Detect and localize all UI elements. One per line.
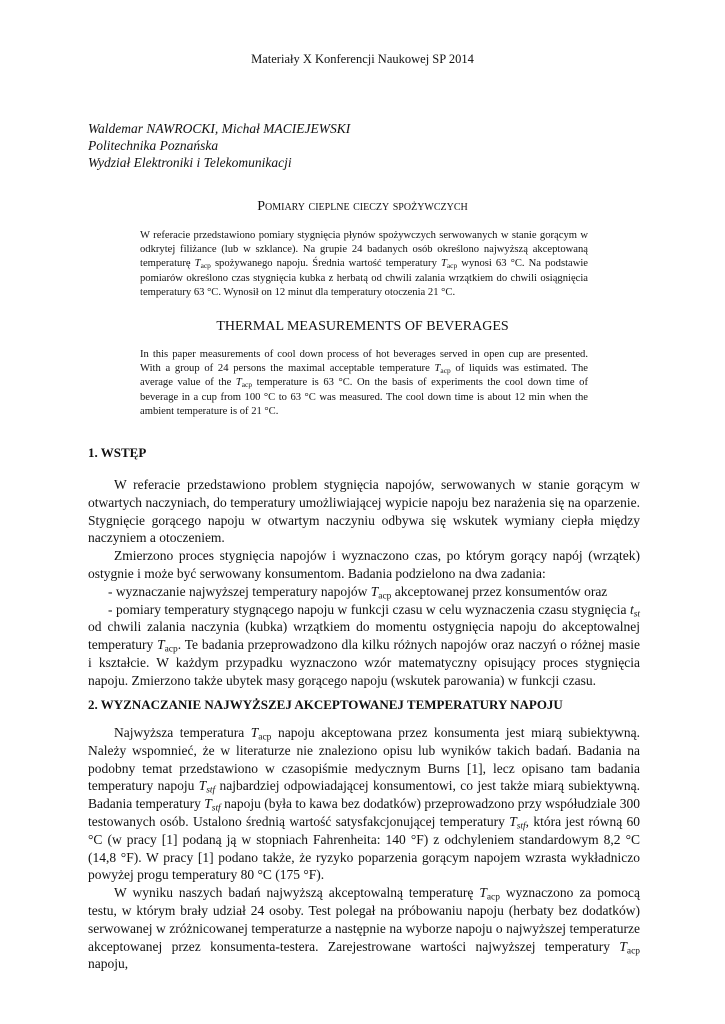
section-2-body <box>88 722 640 973</box>
running-head: Materiały X Konferencji Naukowej SP 2014 <box>251 52 474 66</box>
paragraph: W wyniku naszych badań najwyższą akceptowalną temperaturę $T_{acp}$ wyznaczono za pomocą testu, w którym brały udział 24 osoby. Test polegał na próbowaniu napoju (herbaty bez dodatków) serwowanej w zróżnicowanej temperaturze a następnie na wyborze napoju o najwyższej temperaturze akceptowanej przez konsumenta-testera. Zarejestrowane wartości najwyższej temperatury $T_{acp}$ napoju, <box>88 885 640 972</box>
abstract-polish: W referacie przedstawiono pomiary stygnięcia płynów spożywczych serwowanych w stanie gorącym w odkrytej filiżance (lub w szklance). Na grupie 24 badanych osób określono najwyższą akceptowaną temperaturę $T_{acp}$ spożywanego napoju. Średnia wartość temperatury $T_{acp}$ wynosi 63 °C. Na podstawie pomiarów określono czas stygnięcia kubka z herbatą od chwili zalania wrzątkiem do chwili osiągnięcia temperatury 63 °C. Wynosił on 12 minut dla temperatury otoczenia 21 °C. <box>140 230 589 298</box>
paper-title-polish: Pomiary cieplne cieczy spożywczych <box>257 199 468 214</box>
section-heading-2: 2. WYZNACZANIE NAJWYŻSZEJ AKCEPTOWANEJ TEMPERATURY NAPOJU <box>88 697 563 712</box>
paper-title-english: THERMAL MEASUREMENTS OF BEVERAGES <box>216 319 509 334</box>
author-names: Waldemar NAWROCKI, Michał MACIEJEWSKI <box>88 121 351 136</box>
abstract-english: In this paper measurements of cool down process of hot beverages served in open cup are presented. With a group of 24 persons the maximal acceptable temperature $T_{acp}$ of liquids was estimated. The average value of the $T_{acp}$ temperature is 63 °C. On the basis of experiments the cool down time of beverage in a cup from 100 °C to 63 °C was measured. The cool down time is about 12 min when the ambient temperature is of 21 °C. <box>140 349 588 417</box>
author-university: Politechnika Poznańska <box>88 138 219 153</box>
section-heading-1: 1. WSTĘP <box>88 445 147 460</box>
author-faculty: Wydział Elektroniki i Telekomunikacji <box>88 155 292 170</box>
section-1-body <box>88 474 640 690</box>
task-item-2: - pomiary temperatury stygnącego napoju w funkcji czasu w celu wyznaczenia czasu stygnięcia $t_{st}$ od chwili zalania naczynia (kubka) wrzątkiem do momentu ostygnięcia napoju do akceptowalnej temperatury $T_{acp}$. Te badania przeprowadzono dla kilku różnych napojów oraz naczyń o różnej masie i kształcie. W każdym przypadku wyznaczono wzór matematyczny opisujący proces stygnięcia napoju. Zmierzono także ubytek masy gorącego napoju (wskutek parowania) w funkcji czasu. <box>88 601 640 688</box>
paragraph: W referacie przedstawiono problem stygnięcia napojów, serwowanych w stanie gorącym w otwartych naczyniach, do temperatury umożliwiającej wypicie napoju bez narażenia się na oparzenie. Stygnięcie gorącego napoju w otwartym naczyniu odbywa się wskutek wymiany ciepła między naczyniem a otoczeniem. <box>88 477 640 546</box>
paragraph: Zmierzono proces stygnięcia napojów i wyznaczono czas, po którym gorący napój (wrzątek) ostygnie i może być serwowany konsumentom. Badania podzielono na dwa zadania: <box>88 548 640 581</box>
paragraph: Najwyższa temperatura $T_{acp}$ napoju akceptowana przez konsumenta jest miarą subiektywną. Należy wspomnieć, że w literaturze nie znaleziono opisu lub wyników takich badań. Badania na podobny temat przedstawiono w czasopiśmie medycznym Burns [1], lecz opisano tam badania temperatury napoju $T_{stf}$ najbardziej odpowiadającej konsumentowi, co jest także miarą subiektywną. Badania temperatury $T_{stf}$ napoju (była to kawa bez dodatków) przeprowadzono przy współudziale 300 testowanych osób. Ustalono średnią wartość satysfakcjonującej temperatury $T_{stf}$, która jest równą 60 °C (w pracy [1] podaną ją w stopniach Fahrenheita: 140 °F) z odchyleniem standardowym 8,2 °C (14,8 °F). W pracy [1] podano także, że ryzyko poparzenia gorącym napojem wzrasta wykładniczo powyżej progu temperatury 80 °C (175 °F). <box>88 725 641 883</box>
author-block <box>88 120 350 171</box>
task-item-1: - wyznaczanie najwyższej temperatury napojów $T_{acp}$ akceptowanej przez konsumentów oraz <box>108 583 608 602</box>
